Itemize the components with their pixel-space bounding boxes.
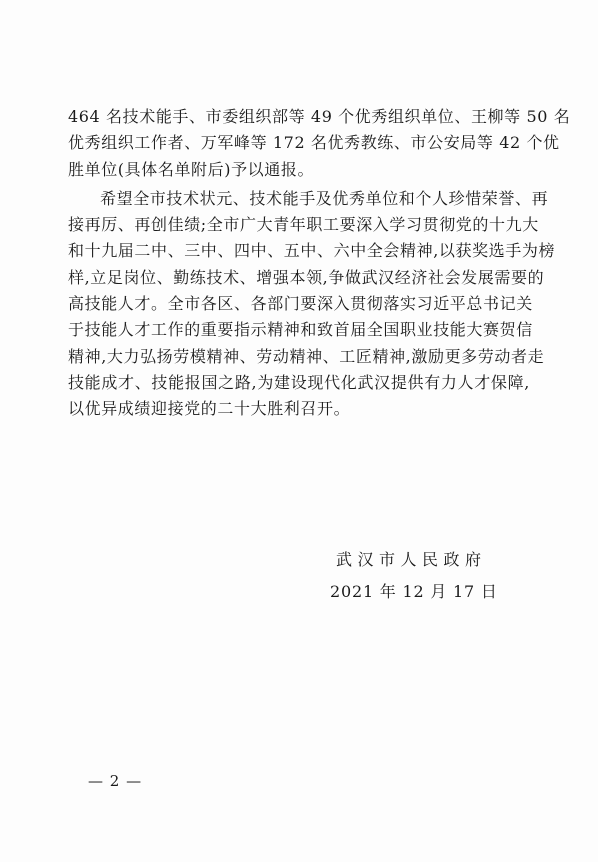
issuing-organization: 武汉市人民政府: [336, 550, 487, 569]
paragraph-1: [68, 104, 571, 183]
text-line: 精神,大力弘扬劳模精神、劳动精神、工匠精神,激励更多劳动者走: [68, 346, 545, 366]
text-line: 接再厉、再创佳绩;全市广大青年职工要深入学习贯彻党的十九大: [68, 215, 539, 235]
text-line: 高技能人才。全市各区、各部门要深入贯彻落实习近平总书记关: [68, 294, 533, 314]
body-text: [68, 104, 571, 423]
text-line: 优秀组织工作者、万军峰等 172 名优秀教练、市公安局等 42 个优: [68, 133, 560, 153]
text-line: 于技能人才工作的重要指示精神和致首届全国职业技能大赛贺信: [68, 320, 533, 340]
text-line: 464 名技术能手、市委组织部等 49 个优秀组织单位、王柳等 50 名: [68, 107, 571, 126]
text-line: 希望全市技术状元、技术能手及优秀单位和个人珍惜荣誉、再: [100, 188, 549, 208]
text-line: 胜单位(具体名单附后)予以通报。: [68, 159, 315, 179]
page-number: — 2 —: [88, 772, 143, 790]
text-line: 样,立足岗位、勤练技术、增强本领,争做武汉经济社会发展需要的: [68, 267, 545, 287]
issue-date: 2021 年 12 月 17 日: [330, 582, 498, 601]
text-line: 技能成才、技能报国之路,为建设现代化武汉提供有力人才保障,: [68, 372, 530, 392]
paragraph-2: [68, 186, 556, 423]
text-line: 和十九届二中、三中、四中、五中、六中全会精神,以获奖选手为榜: [68, 241, 556, 261]
signature-block: [326, 545, 498, 609]
text-line: 以优异成绩迎接党的二十大胜利召开。: [68, 399, 351, 419]
